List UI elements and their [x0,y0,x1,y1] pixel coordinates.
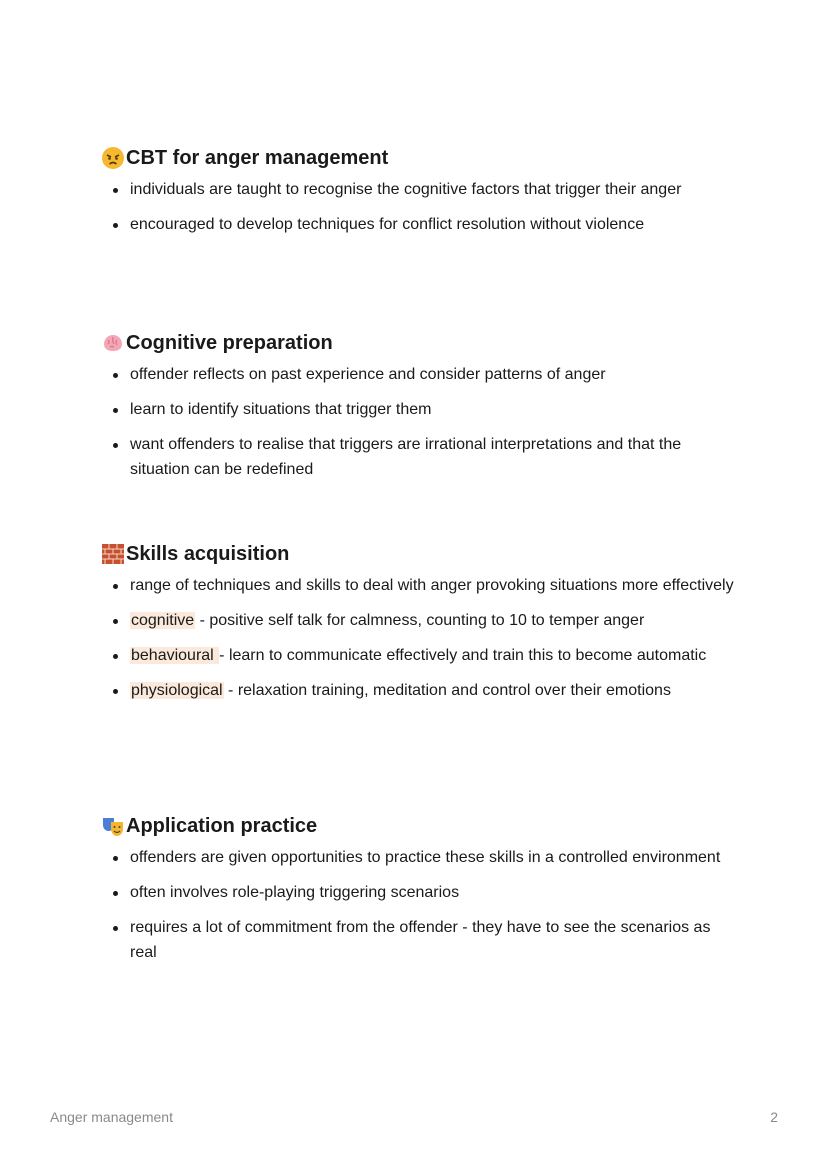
list-item: cognitive - positive self talk for calmness, counting to 10 to temper anger [130,608,741,633]
section-cbt [101,145,741,247]
highlighted-term: behavioural [131,647,219,664]
list-item: physiological - relaxation training, meditation and control over their emotions [130,678,741,703]
brick-icon [101,542,125,566]
section-skills-acquisition [101,541,741,713]
list-item: offender reflects on past experience and consider patterns of anger [130,362,741,387]
highlighted-term: physiological [131,682,223,699]
list-item: want offenders to realise that triggers are irrational interpretations and that the situation can be redefined [130,432,741,482]
page-number: 2 [770,1109,778,1125]
list-item: behavioural - learn to communicate effectively and train this to become automatic [130,643,741,668]
footer-title: Anger management [50,1109,173,1125]
theater-masks-icon [101,814,125,838]
list-item: often involves role-playing triggering scenarios [130,880,741,905]
list-item: learn to identify situations that trigger them [130,397,741,422]
section-heading: Application practice [101,813,741,839]
angry-face-icon [101,146,125,170]
section-heading: Cognitive preparation [101,330,741,356]
list-item: individuals are taught to recognise the cognitive factors that trigger their anger [130,177,741,202]
section-application-practice [101,813,741,975]
list-item: range of techniques and skills to deal with anger provoking situations more effectively [130,573,741,598]
list-item: encouraged to develop techniques for conflict resolution without violence [130,212,741,237]
section-heading: CBT for anger management [101,145,741,171]
brain-icon [101,331,125,355]
list-item: requires a lot of commitment from the offender - they have to see the scenarios as real [130,915,741,965]
list-item: offenders are given opportunities to practice these skills in a controlled environment [130,845,741,870]
section-cognitive-preparation [101,330,741,492]
section-heading: Skills acquisition [101,541,741,567]
highlighted-term: cognitive [131,612,195,629]
